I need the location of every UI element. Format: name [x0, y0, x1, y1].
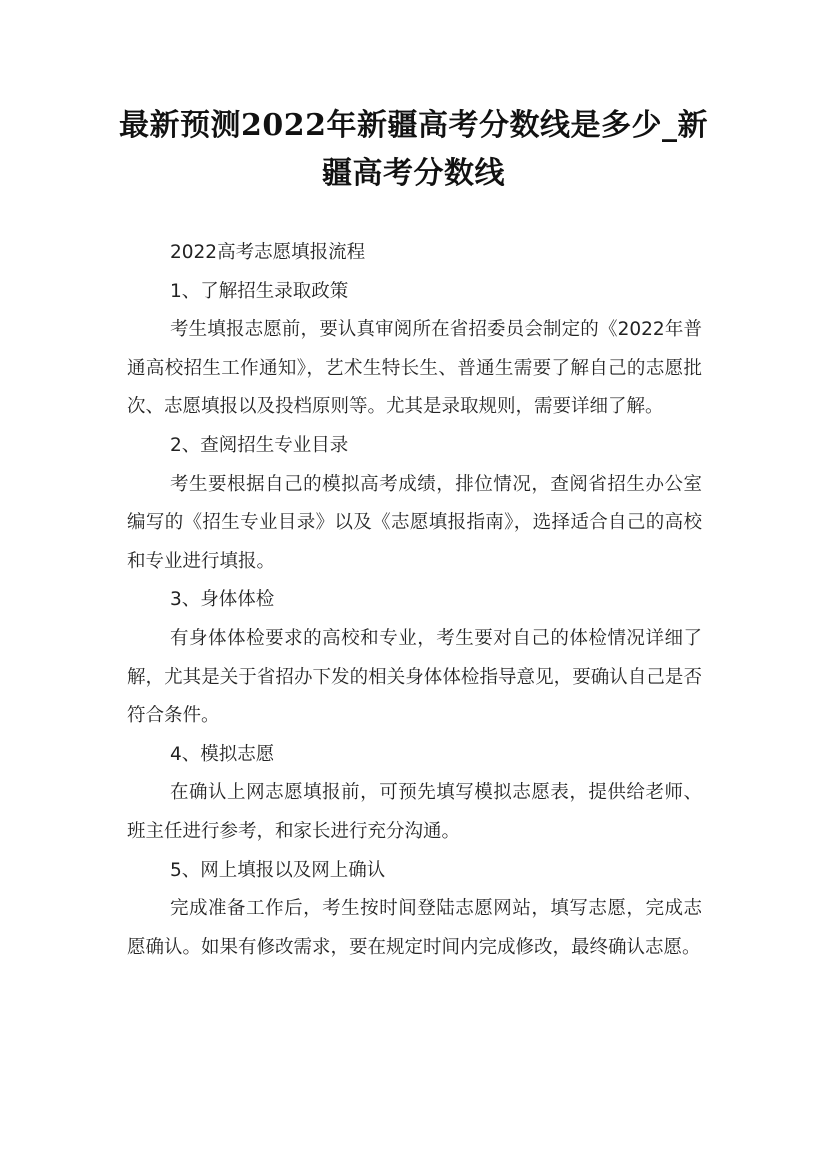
section-heading-1: 1、了解招生录取政策 [170, 280, 349, 302]
section-heading-2: 2、查阅招生专业目录 [170, 434, 349, 456]
document-title: 最新预测2022年新疆高考分数线是多少_新疆高考分数线 [119, 108, 708, 191]
intro-heading: 2022高考志愿填报流程 [170, 242, 366, 263]
section-heading-5: 5、网上填报以及网上确认 [170, 859, 386, 881]
section-paragraph-1: 考生填报志愿前，要认真审阅所在省招委员会制定的《2022年普通高校招生工作通知》，艺术生特长生、普通生需要了解自己的志愿批次、志愿填报以及投档原则等。尤其是录取规则，需要详细了解。 [127, 319, 702, 418]
document-body [127, 234, 702, 967]
section-heading-4: 4、模拟志愿 [170, 743, 275, 765]
section-paragraph-4: 在确认上网志愿填报前，可预先填写模拟志愿表，提供给老师、班主任进行参考，和家长进行充分沟通。 [127, 782, 702, 842]
section-paragraph-5: 完成准备工作后，考生按时间登陆志愿网站，填写志愿，完成志愿确认。如果有修改需求，要在规定时间内完成修改，最终确认志愿。 [127, 898, 702, 958]
section-paragraph-2: 考生要根据自己的模拟高考成绩，排位情况，查阅省招生办公室编写的《招生专业目录》以及《志愿填报指南》，选择适合自己的高校和专业进行填报。 [127, 473, 702, 572]
section-paragraph-3: 有身体体检要求的高校和专业，考生要对自己的体检情况详细了解，尤其是关于省招办下发的相关身体体检指导意见，要确认自己是否符合条件。 [127, 627, 702, 727]
section-heading-3: 3、身体体检 [170, 589, 275, 611]
